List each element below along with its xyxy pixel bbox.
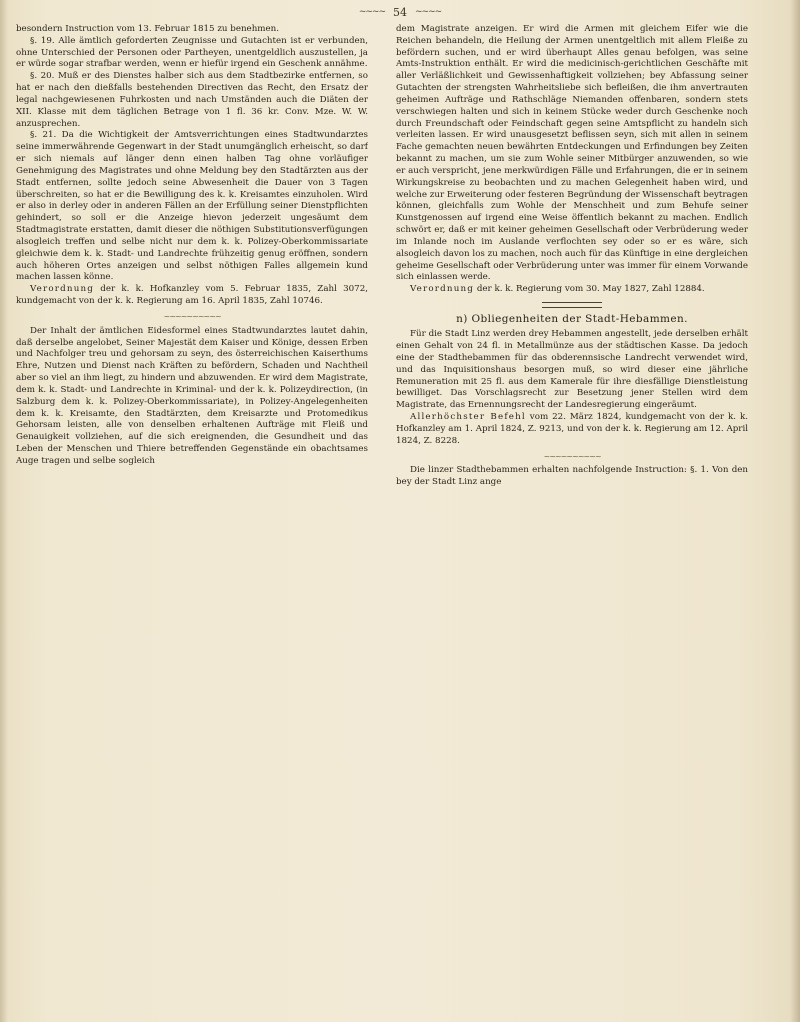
decree-reference bbox=[396, 412, 748, 447]
right-column bbox=[396, 24, 748, 1006]
header-ornament-left: ~~~~ bbox=[358, 7, 385, 17]
ordinance-label: Verordnung bbox=[30, 284, 95, 295]
paragraph-continued: besondern Instruction vom 13. Februar 1815 zu benehmen. bbox=[16, 24, 280, 34]
ordinance-reference-1 bbox=[16, 284, 368, 308]
running-head bbox=[0, 2, 800, 22]
oath-continued: dem Magistrate anzeigen. Er wird die Armen mit gleichem Eifer wie die Reichen behandeln, die Heilung der Armen unentgeltlich mit allem Fleiße zu befördern suchen, und er wird überhaupt Alles genau befolgen, was seine Amts-Instruktion enthält. Er wird die medicinisch-gerichtlichen Geschäfte mit aller Verläßlichkeit und Gewissenhaftigkeit vollziehen; bey Abfassung seiner Gutachten der strengsten Wahrheitsliebe sich befleißen, die ihm anvertrauten geheimen Aufträge und Rathschläge Niemanden offenbaren, sondern stets verschwiegen halten und sich in keinem Stücke weder durch Geschenke noch durch Freundschaft oder Feindschaft gegen seine Amtspflicht zu handeln sich verleiten lassen. Er wird unausgesetzt beflissen seyn, sich mit allen in seinem Fache gemachten neuen bewährten Entdeckungen und Erfindungen bey Zeiten bekannt zu machen, um sie zum Wohle seiner Mitbürger anzuwenden, so wie er auch verspricht, jene merkwürdigen Fälle und Erfahrungen, die er in seinem Wirkungskreise zu beobachten und zu machen Gelegenheit haben wird, und welche zur Erweiterung oder festeren Begründung der Wissenschaft beytragen können, gleichfalls zum Wohle der Menschheit und zum Behufe seiner Kunstgenossen auf irgend eine Weise öffentlich bekannt zu machen. Endlich schwört er, daß er mit keiner geheimen Gesellschaft oder Verbrüderung weder im Inlande noch im Auslande verflochten sey oder so er es wäre, sich alsogleich davon los zu machen, noch auch für das Künftige in eine dergleichen geheime Gesellschaft oder Verbrüderung unter was immer für einem Vorwande sich einlassen werde. bbox=[396, 24, 748, 283]
instruction-paragraph: Die linzer Stadthebammen erhalten nachfolgende Instruction: §. 1. Von den bey der Stadt Linz ange bbox=[396, 465, 748, 488]
page-number: 54 bbox=[393, 5, 407, 19]
ordinance-text: der k. k. Hofkanzley vom 5. Februar 1835, Zahl 3072, kundgemacht von der k. k. Regierung am 16. April 1835, Zahl 10746. bbox=[16, 284, 368, 307]
page-edge-shadow bbox=[790, 0, 800, 1022]
decree-text: vom 22. März 1824, kundgemacht von der k. k. Hofkanzley am 1. April 1824, Z. 9213, und von der k. k. Regierung am 12. April 1824, Z. 8228. bbox=[396, 412, 748, 446]
section-21: §. 21. Da die Wichtigkeit der Amtsverrichtungen eines Stadtwundarztes seine immerwährende Gegenwart in der Stadt unumgänglich erheischt, so darf er sich niemals auf länger denn einen halben Tag ohne vorläufiger Genehmigung des Magistrates und ohne Meldung bey den Stadtärzten aus der Stadt entfernen, sollte jedoch seine Abwesenheit die Dauer von 3 Tagen überschreiten, so hat er die Bewilligung des k. k. Kreisamtes einzuholen. Wird er also in derley oder in anderen Fällen an der Erfüllung seiner Dienstpflichten gehindert, so soll er die Anzeige hievon jederzeit ungesäumt dem Stadtmagistrate erstatten, damit dieser die nöthigen Substitutionsverfügungen alsogleich treffen und selbe nicht nur dem k. k. Polizey-Oberkommissariate gleichwie dem k. k. Stadt- und Landrechte frühzeitig genug eröffnen, sondern auch höheren Ortes anzeigen und selbst nöthigen Falles allgemein kund machen lassen könne. bbox=[16, 130, 368, 283]
gutter-shadow bbox=[0, 0, 8, 1022]
midwives-paragraph: Für die Stadt Linz werden drey Hebammen angestellt, jede derselben erhält einen Gehalt von 24 fl. in Metallmünze aus der städtischen Kasse. Da jedoch eine der Stadthebammen für das obderennsische Landrecht verwendet wird, und das Inquisitionshaus besorgen muß, so wird dieser eine jährliche Remuneration mit 25 fl. aus dem Kamerale für ihre diesfällige Dienstleistung bewilliget. Das Vorschlagsrecht zur Besetzung jener Stellen wird dem Magistrate, das Ernennungsrecht der Landesregierung eingeräumt. bbox=[396, 329, 748, 411]
ordinance-label: Verordnung bbox=[410, 284, 475, 295]
oath-paragraph: Der Inhalt der ämtlichen Eidesformel eines Stadtwundarztes lautet dahin, daß derselbe angelobet, Seiner Majestät dem Kaiser und Könige, dessen Erben und Nachfolger treu und gehorsam zu seyn, des österreichischen Kaiserthums Ehre, Nutzen und Dienst nach Kräften zu befördern, Schaden und Nachtheil aber so viel an ihm liegt, zu hindern und abzuwenden. Er wird dem Magistrate, dem k. k. Stadt- und Landrechte in Kriminal- und der k. k. Polizeydirection, (in Salzburg dem k. k. Polizey-Oberkommissariate), in Polizey-Angelegenheiten dem k. k. Kreisamte, den Stadtärzten, dem Kreisarzte und Protomedikus Gehorsam leisten, alle von denselben erhaltenen Aufträge mit Fleiß und Genauigkeit vollziehen, auf die sich ereignenden, die Gesundheit und das Leben der Menschen und Thiere betreffenden Gegenstände ein obachtsames Auge tragen und selbe sogleich bbox=[16, 325, 368, 466]
left-column bbox=[16, 24, 368, 1006]
section-divider: ~~~~~~~~~~ bbox=[543, 451, 601, 461]
section-19: §. 19. Alle ämtlich geforderten Zeugnisse und Gutachten ist er verbunden, ohne Unterschied der Personen oder Partheyen, unentgeldlich auszustellen, ja er würde sogar strafbar werden, wenn er hiefür irgend ein Geschenk annähme. bbox=[16, 35, 368, 70]
double-rule-ornament bbox=[542, 302, 602, 308]
section-heading: n) Obliegenheiten der Stadt-Hebammen. bbox=[456, 313, 688, 326]
section-divider: ~~~~~~~~~~ bbox=[163, 311, 221, 321]
ordinance-reference-2 bbox=[396, 284, 748, 296]
header-ornament-right: ~~~~ bbox=[415, 7, 442, 17]
section-20: §. 20. Muß er des Dienstes halber sich aus dem Stadtbezirke entfernen, so hat er nach den dießfalls bestehenden Directiven das Recht, den Ersatz der legal nachgewiesenen Fuhrkosten und nach Umständen auch die Diäten der XII. Klasse mit dem täglichen Betrage von 1 fl. 36 kr. Conv. Mze. W. W. anzusprechen. bbox=[16, 71, 368, 129]
decree-label: Allerhöchster Befehl bbox=[410, 412, 526, 423]
ordinance-text: der k. k. Regierung vom 30. May 1827, Zahl 12884. bbox=[474, 284, 705, 295]
